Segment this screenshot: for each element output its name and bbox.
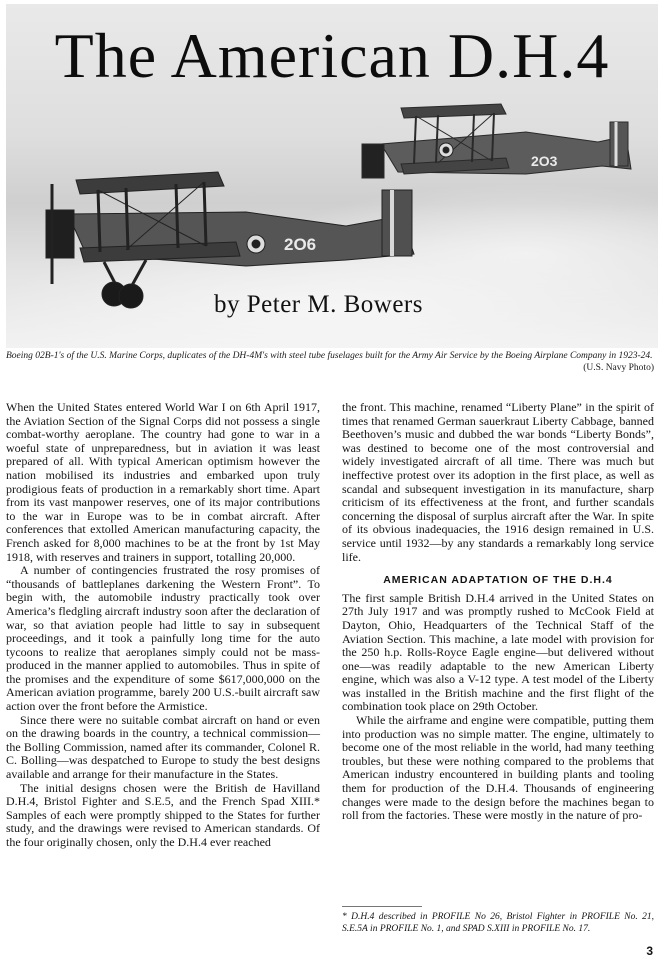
aircraft-number-rear: 2O3 (531, 153, 558, 169)
biplane-rear (362, 104, 631, 178)
paragraph: While the airframe and engine were compatible, putting them into production was no simple matter. The engine, ultimately to become one of the most reliable in the world, had many teething troubles, but these were nothing compared to the problems that American industry encountered in building plants and tooling them for production of the D.H.4. Thousands of engineering changes were made to the design before the machines began to roll from the factories. These were mostly in the nature of pro- (342, 713, 654, 823)
footnote: * D.H.4 described in PROFILE No 26, Bristol Fighter in PROFILE No. 21, S.E.5A in PROFILE No. 1, and SPAD S.XIII in PROFILE No. 17. (342, 912, 654, 934)
paragraph: the front. This machine, renamed “Liberty Plane” in the spirit of times that renamed German sauerkraut Liberty Cabbage, banned Beethoven’s music and dubbed the war bonds “Liberty Bonds”, was destined to become one of the most controversial and widely investigated aircraft of all time. There was much but ineffective protest over its adoption in the first place, as well as scandal and subsequent investigation in its manufacture, sharp criticism of its effectiveness at the front, and further scandals concerning the disposal of surplus aircraft after the War. In spite of its obvious inadequacies, the 1916 design remained in U.S. service until 1932—by any standards a remarkably long service life. (342, 400, 654, 564)
biplane-front (46, 172, 414, 308)
body-column-right (342, 401, 654, 823)
paragraph: The first sample British D.H.4 arrived in the United States on 27th July 1917 and was promptly rushed to McCook Field at Dayton, Ohio, Headquarters of the Technical Staff of the Aviation Section. This machine, a late model with provision for the 250 h.p. Rolls-Royce Eagle engine—but delivered without one—was readily adaptable to the new American Liberty engine, which was also a V-12 type. A test model of the Liberty was installed in the British machine and the first flight of the combination took place on 29th October. (342, 590, 654, 714)
footnote-divider (342, 906, 422, 907)
header-photo (6, 4, 658, 348)
article-byline: by Peter M. Bowers (214, 291, 423, 318)
page-number: 3 (646, 944, 653, 958)
article-title: The American D.H.4 (54, 20, 610, 91)
paragraph: The initial designs chosen were the British de Havilland D.H.4, Bristol Fighter and S.E.5, and the French Spad XIII.* Samples of each were promptly shipped to the States for further study, and the drawings were revised to American standards. Of the four originally chosen, only the D.H.4 ever reached (6, 780, 320, 849)
body-column-left (6, 401, 320, 850)
paragraph: Since there were no suitable combat aircraft on hand or even on the drawing boards in the country, a technical commission—the Bolling Commission, named after its commander, Colonel R. C. Bolling—was despatched to Europe to study the best designs available and arrange for their manufacture in the States. (6, 712, 320, 782)
photo-caption: Boeing 02B-1's of the U.S. Marine Corps, duplicates of the DH-4M's with steel tube fuselages built for the Army Air Service by the Boeing Airplane Company in 1923-24. (6, 351, 653, 361)
photo-credit: (U.S. Navy Photo) (583, 363, 654, 373)
paragraph: When the United States entered World War I on 6th April 1917, the Aviation Section of the Signal Corps did not possess a single combat-worthy aeroplane. The country had gone to war in a woeful state of unpreparedness, but in aviation it was least prepared of all. With typical American optimism however the nation mobilised its industries and embarked upon truly prodigious feats of production in a remarkably short time. Apart from its vast manpower reserves, one of its major contributions to the war in Europe was to be in combat aircraft. After conferences that extolled American manufacturing capacity, the French asked for 8,000 machines to be at the front by 1st May 1918, with reserves and trainers in support, totalling 20,000. (6, 400, 320, 564)
aircraft-number-front: 2O6 (284, 235, 317, 254)
section-heading: AMERICAN ADAPTATION OF THE D.H.4 (383, 574, 613, 587)
paragraph: A number of contingencies frustrated the rosy promises of “thousands of battleplanes darkening the Western Front”. To begin with, the automobile industry practically took over America’s fledgling aircraft industry soon after the declaration of war, so that aviation people had little to say in subsequent proceedings, and it took a painfully long time for the auto tycoons to realize that aeroplanes simply could not be mass-produced in the manner applied to automobiles. Thus in spite of the promises and the expenditure of some $617,000,000 on the American aviation programme, barely 200 U.S.-built aircraft saw action over the front before the Armistice. (6, 563, 320, 714)
